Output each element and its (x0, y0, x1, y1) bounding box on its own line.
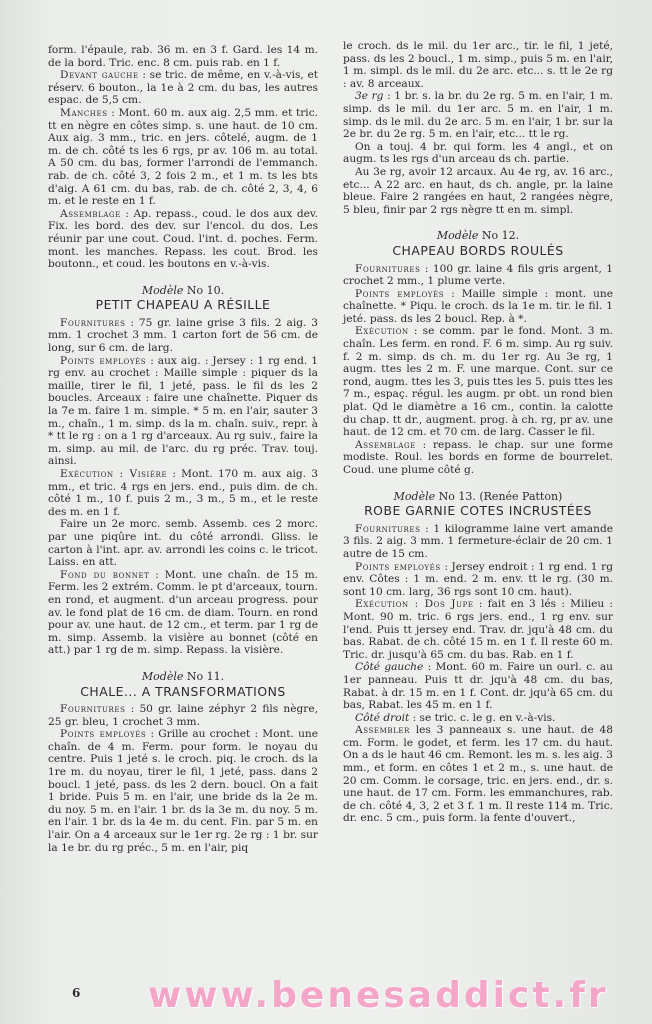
assemblage-paragraph: Assemblage : Ap. repass., coud. le dos aux dev. Fix. les bord. des dev. sur l'encol. du dos. Les réunir par une cout. Coud. l'int. d. poches. Ferm. mont. les manches. Repass. les cout. Brod. les boutonn., et coud. les boutons en v.-à-vis. (48, 207, 318, 271)
m12-points: Points employés : Maille simple : mont. une chaînette. * Piqu. le croch. ds la 1e m. tir. le fil. 1 jeté. pass. ds les 2 boucl. Rep. à *. (343, 287, 613, 325)
model-11-title: CHALE... A TRANSFORMATIONS (80, 683, 286, 699)
model-13-number: Modèle No 13. (Renée Patton) (393, 489, 563, 503)
section-label: Manches (60, 106, 108, 119)
m13-cote-droit: Côté droit : se tric. c. le g. en v.-à-vis. (355, 711, 556, 724)
model-13-title: ROBE GARNIE COTES INCRUSTÉES (364, 503, 592, 519)
model-12-title: CHAPEAU BORDS ROULÉS (392, 242, 564, 258)
m12-fournitures: Fournitures : 100 gr. laine 4 fils gris argent, 1 crochet 2 mm., 1 plume verte. (343, 262, 613, 288)
section-label: Assemblage (60, 207, 121, 220)
continuation-paragraph: le croch. ds le mil. du 1er arc., tir. le fil, 1 jeté, pass. ds les 2 boucl., 1 m. simp., puis 5 m. en l'air, 1 m. simpl. ds le mil. du 2e arc. etc... s. tt le 2e rg : av. 8 arceaux. (343, 40, 613, 90)
m13-execution: Exécution : Dos Jupe : fait en 3 lés : Milieu : Mont. 90 m. tric. 6 rgs jers. end., 1 rg env. sur l'end. Puis tt jersey end. Trav. dr. jqu'à 48 cm. du bas. Rabat. de ch. côté 15 m. en 1 f. Il reste 60 m. Tric. dr. jusqu'à 65 cm. du bas. Rab. en 1 f. (343, 598, 613, 661)
m10-fond: Fond du bonnet : Mont. une chaîn. de 15 m. Ferm. les 2 extrém. Comm. le pt d'arceaux, tourn. en rond, et augment. d'un arceau progress. pour av. le fond plat de 16 cm. de diam. Tourn. en rond pour av. une haut. de 12 cm., et term. par 1 rg de m. simp. Assemb. la visière au bonnet (côté en att.) par 1 rg de m. simp. Repass. la visière. (48, 568, 319, 657)
manches-paragraph: Manches : Mont. 60 m. aux aig. 2,5 mm. et tric. tt en nègre en côtes simp. s. une haut. de 10 cm. Aux aig. 3 mm., tric. en jers. côtelé, augm. de 1 m. de ch. côté ts les 6 rgs, pr av. 106 m. au total. A 50 cm. du bas, former l'arrondi de l'emmanch. rab. de ch. côté 3, 2 fois 2 m., et 1 m. ts les bts d'aig. A 61 cm. du bas, rab. de ch. côté 2, 3, 4, 6 m. et le reste en 1 f. (48, 106, 318, 208)
m10-points: Points employés : aux aig. : Jersey : 1 rg end. 1 rg env. au crochet : Maille simple : piquer ds la maille, tirer le fil, 1 jeté, pass. le fil ds les 2 boucles. Arceaux : faire une chaînette. Piquer ds la 7e m. faire 1 m. simple. * 5 m. en l'air, sauter 3 m., chaîn., 1 m. simp. ds la m. chaîn. suiv., repr. à * tt le rg : on a 1 rg d'arceaux. Au rg suiv., faire la m. simp. au mil. de l'arc. du rg préc. Trav. touj. ainsi. (48, 354, 318, 468)
intro-paragraph: form. l'épaule, rab. 36 m. en 3 f. Gard. les 14 m. de la bord. Tric. enc. 8 cm. puis rab. en 1 f. (48, 44, 318, 69)
m13-points: Points employés : Jersey endroit : 1 rg end. 1 rg env. Côtes : 1 m. end. 2 m. env. tt le rg. (30 m. sont 10 cm. larg, 36 rgs sont 10 cm. haut). (343, 560, 613, 598)
m10-execution: Exécution : Visière : Mont. 170 m. aux aig. 3 mm., et tric. 4 rgs en jers. end., puis dim. de ch. côté 1 m., 10 f. puis 2 m., 3 m., 5 m., et le reste des m. en 1 f. (48, 468, 318, 518)
m10-faire: Faire un 2e morc. semb. Assemb. ces 2 morc. par une piqûre int. du côté arrondi. Gliss. le carton à l'int. apr. av. arrondi les coins c. le tricot. Laiss. en att. (48, 518, 318, 569)
m10-fournitures: Fournitures : 75 gr. laine grise 3 fils. 2 aig. 3 mm. 1 crochet 3 mm. 1 carton fort de 56 cm. de long, sur 6 cm. de larg. (48, 316, 318, 355)
m13-assembler: Assembler les 3 panneaux s. une haut. de 48 cm. Form. le godet, et ferm. les 17 cm. du haut. On a ds le haut 46 cm. Remont. les m. s. les aig. 3 mm., et form. en côtes 1 et 2 m., s. une haut. de 20 cm. Comm. le corsage, tric. en jers. end., dr. s. une haut. de 17 cm. Form. les emmanchures, rab. de ch. côté 4, 3, 2 et 3 f. 1 m. Il reste 114 m. Tric. dr. enc. 5 cm., puis form. la fente d'ouvert., (343, 724, 613, 825)
m12-assemblage: Assemblage : repass. le chap. sur une forme modiste. Roul. les bords en forme de bourrelet. Coud. une plume côté g. (343, 438, 613, 476)
m13-cote-gauche: Côté gauche : Mont. 60 m. Faire un ourl. c. au 1er panneau. Puis tt dr. jqu'à 48 cm. du bas, Rabat. à dr. 15 m. en 1 f. Cont. dr. jqu'à 65 cm. du bas, Rabat. les 45 m. en 1 f. (343, 661, 614, 712)
model-11-number: Modèle No 11. (141, 669, 225, 683)
model-10-title: PETIT CHAPEAU A RÉSILLE (95, 297, 271, 313)
left-column (48, 44, 318, 854)
m12-execution: Exécution : se comm. par le fond. Mont. 3 m. chaîn. Les ferm. en rond. F. 6 m. simp. Au rg suiv. f. 2 m. simp. ds ch. m. du 1er rg. Au 3e rg, 1 augm. ttes les 2 m. F. une marque. Cont. sur ce rond, augm. ttes les 3, puis ttes les 5. puis ttes les 7 m., espaç. régul. les augm. pr obt. un rond bien plat. Qd le diamètre a 16 cm., contin. la calotte du chap. tt dr., augment. prog. à ch. rg, pr av. une haut. de 12 cm. et 70 cm. de larg. Casser le fil. (343, 325, 613, 439)
page-number: 6 (72, 986, 81, 1000)
au3-paragraph: Au 3e rg, avoir 12 arcaux. Au 4e rg, av. 16 arc., etc... A 22 arc. en haut, ds ch. angle, pr. la laine bleue. Faire 2 rangées en haut, 2 rangées nègre, 5 bleu, finir par 2 rgs nègre tt en m. simpl. (343, 165, 613, 216)
model-12-number: Modèle No 12. (436, 229, 520, 243)
m13-fournitures: Fournitures : 1 kilogramme laine vert amande 3 fils. 2 aig. 3 mm. 1 fermeture-éclair de 20 cm. 1 autre de 15 cm. (343, 522, 613, 560)
right-column (343, 40, 613, 825)
model-10-number: Modèle No 10. (141, 283, 225, 297)
devant-paragraph: Devant gauche : se tric. de même, en v.-à-vis, et réserv. 6 bouton., la 1e à 2 cm. du bas, les autres espac. de 5,5 cm. (48, 69, 318, 107)
site-watermark: www.benesaddict.fr (148, 975, 609, 1016)
rg3-paragraph: 3e rg : 1 br. s. la br. du 2e rg. 5 m. en l'air, 1 m. simp. ds le mil. du 1er arc. 5 m. en l'air, 1 m. simp. ds le mil. du 2e arc. 5 m. en l'air, 1 br. sur la 2e br. du 2e rg. 5 m. en l'air, etc... tt le rg. (343, 90, 613, 141)
section-label: Devant gauche (60, 69, 139, 82)
touj-paragraph: On a touj. 4 br. qui form. les 4 angl., et on augm. ts les rgs d'un arceau ds ch. partie. (343, 140, 613, 166)
m11-fournitures: Fournitures : 50 gr. laine zéphyr 2 fils nègre, 25 gr. bleu, 1 crochet 3 mm. (48, 703, 318, 728)
m11-points: Points employés : Grille au crochet : Mont. une chaîn. de 4 m. Ferm. pour form. le noyau du centre. Puis 1 jeté s. le croch. piq. le croch. ds la 1re m. du noyau, tirer le fil, 1 jeté, pass. dans 2 boucl. 1 jeté, pass. ds les 2 dern. boucl. On a fait 1 bride. Puis 5 m. en l'air, une bride ds la 2e m. du noy. 5 m. en l'air. 1 br. ds la 3e m. du noy. 5 m. en l'air. 1 br. ds la 4e m. du cent. Fin. par 5 m. en l'air. On a 4 arceaux sur le 1er rg. 2e rg : 1 br. sur la 1e br. du rg préc., 5 m. en l'air, piq (48, 728, 318, 854)
